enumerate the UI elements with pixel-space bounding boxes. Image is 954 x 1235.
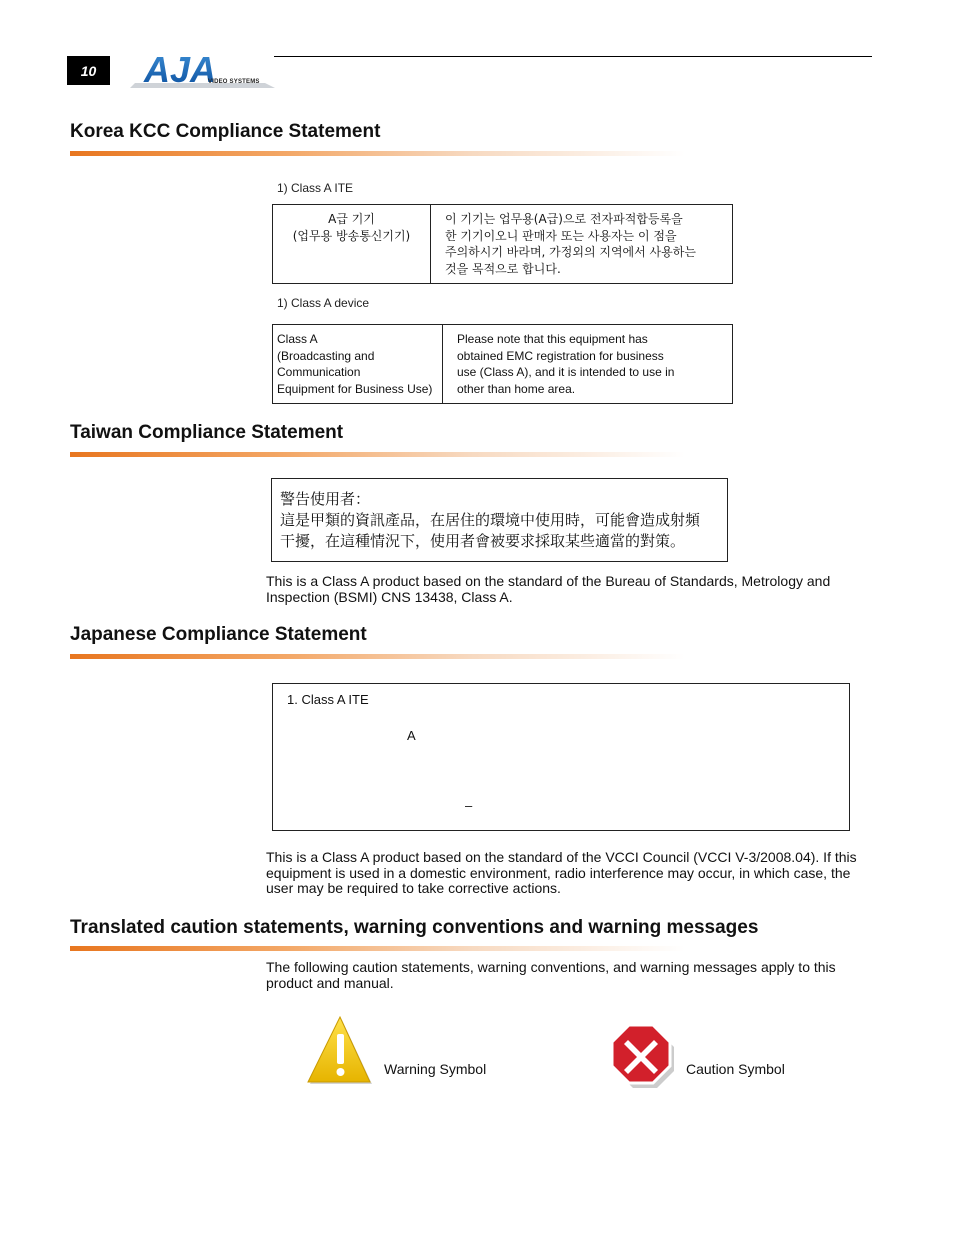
taiwan-body-text: This is a Class A product based on the standard of the Bureau of Standards, Metrology and Inspection (BSMI) CNS 13438, Class A.: [266, 573, 831, 605]
caption-class-a-device: 1) Class A device: [277, 296, 370, 310]
korea-table-en: [272, 324, 733, 404]
warning-icon: [306, 1016, 374, 1086]
taiwan-box-line: 這是甲類的資訊產品，在居住的環境中使用時，可能會造成射頻: [280, 511, 701, 529]
taiwan-box-line: 干擾，在這種情況下，使用者會被要求採取某些適當的對策。: [280, 532, 686, 550]
taiwan-warning-box: [271, 478, 728, 562]
japan-body-text: This is a Class A product based on the standard of the VCCI Council (VCCI V-3/2008.04). If this equipment is used in a domestic environment, radio interference may occur, in which case, the user may be required to take corrective actions.: [266, 849, 857, 896]
warning-symbol-label: Warning Symbol: [384, 1061, 487, 1077]
korea-en-right-line: obtained EMC registration for business: [457, 348, 664, 363]
section-rule: [70, 151, 685, 156]
korea-kr-right-line: 이 기기는 업무용(A급)으로 전자파적합등록을: [445, 212, 683, 226]
section-rule: [70, 452, 685, 457]
korea-en-left-line: Equipment for Business Use): [277, 381, 433, 396]
caption-class-a-ite: 1) Class A ITE: [277, 181, 354, 195]
section-rule: [70, 654, 685, 659]
caution-icon: [610, 1024, 674, 1088]
japan-box-line: A: [407, 728, 416, 743]
korea-en-right-line: Please note that this equipment has: [457, 332, 648, 346]
korea-kr-right-line: 것을 목적으로 합니다.: [445, 261, 561, 276]
korea-kr-left-cell: [273, 205, 431, 284]
svg-text:AJA: AJA: [144, 52, 217, 90]
section-title-translated: Translated caution statements, warning conventions and warning messages: [70, 917, 759, 938]
korea-en-left-line: Class A: [277, 332, 318, 346]
page-number: 10: [67, 56, 110, 85]
korea-kr-right-line: 한 기기이오니 판매자 또는 사용자는 이 점을: [445, 228, 677, 243]
korea-en-right-line: use (Class A), and it is intended to use in: [457, 365, 675, 379]
korea-table-kr: [272, 204, 733, 284]
korea-kr-right-cell: [431, 205, 733, 284]
korea-en-left-line: Communication: [277, 365, 361, 379]
section-title-korea: Korea KCC Compliance Statement: [70, 121, 381, 142]
korea-kr-left-line: A급 기기: [328, 212, 375, 226]
korea-en-right-line: other than home area.: [457, 381, 576, 396]
korea-en-left-line: (Broadcasting and: [277, 348, 375, 363]
translated-body-text: The following caution statements, warning conventions, and warning messages apply to this product and manual.: [266, 959, 836, 991]
header-rule: [274, 56, 872, 57]
taiwan-box-line: 警告使用者：: [280, 490, 371, 508]
korea-en-left-cell: [273, 325, 443, 404]
logo-subtext: VIDEO SYSTEMS: [208, 79, 260, 85]
section-title-japan: Japanese Compliance Statement: [70, 624, 367, 645]
caution-symbol-label: Caution Symbol: [686, 1061, 785, 1077]
japan-box-line: 1. Class A ITE: [287, 692, 369, 707]
japan-vcci-box: [272, 683, 850, 831]
section-rule: [70, 946, 685, 951]
section-title-taiwan: Taiwan Compliance Statement: [70, 422, 344, 443]
korea-kr-left-line: (업무용 방송통신기기): [292, 228, 411, 243]
japan-box-line: –: [465, 798, 473, 813]
korea-en-right-cell: [443, 325, 733, 404]
korea-kr-right-line: 주의하시기 바라며, 가정외의 지역에서 사용하는: [445, 245, 696, 259]
